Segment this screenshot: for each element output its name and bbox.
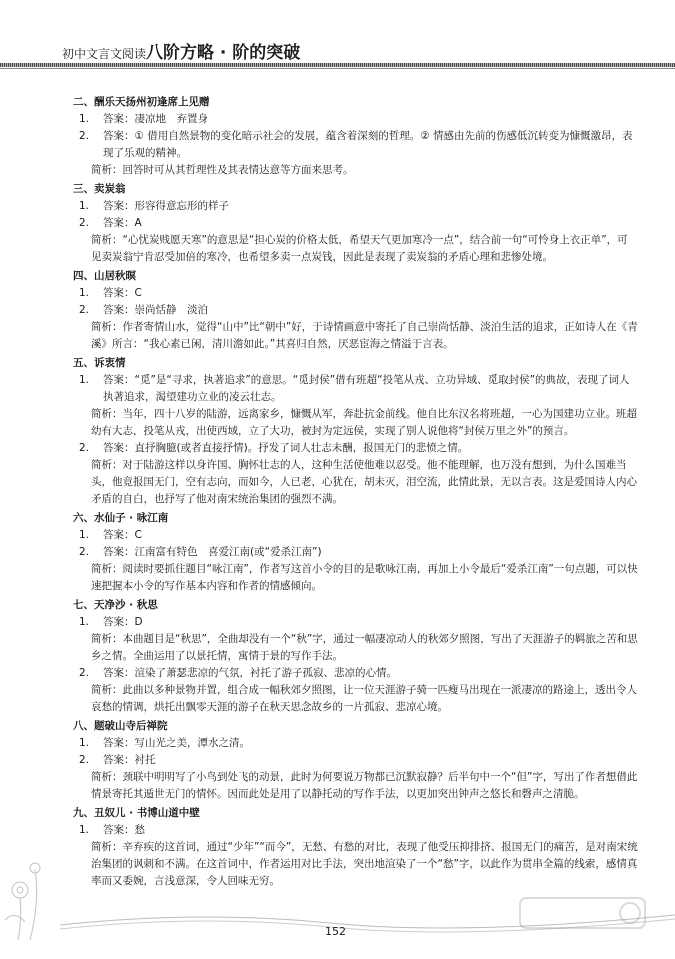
answer-item	[73, 128, 638, 162]
analysis-text: 本曲题目是“秋思”，全曲却没有一个“秋”字，通过一幅凄凉动人的秋郊夕照图，写出了天涯游子的羁旅之苦和思乡之情。全曲运用了以景托情，寓情于景的写作手法。	[91, 633, 638, 662]
analysis-text: 颈联中明明写了小鸟到处飞的动景，此时为何要说万物都已沉默寂静？后半句中一个“但”字，写出了作者想借此情景寄托其遁世无门的情怀。因而此处是用了以静托动的写作手法，以更加突出钟声之悠长和磬声之清脆。	[91, 771, 638, 800]
answer-text: 崇尚恬静 淡泊	[134, 304, 208, 316]
analysis-label: 简析：	[91, 771, 123, 783]
answer-text: 江南富有特色 喜爱江南(或“爱杀江南”)	[134, 546, 322, 558]
answer-item	[73, 665, 638, 682]
analysis-text: “心忧炭贱愿天寒”的意思是“担心炭的价格太低，希望天气更加寒冷一点”，结合前一句“可怜身上衣正单”，可见卖炭翁宁肯忍受加倍的寒冷，也希望多卖一点炭钱，因此是表现了卖炭翁的矛盾心理和悲惨处境。	[91, 234, 628, 263]
answer-label: 答案：	[103, 616, 135, 628]
series-name: 初中文言文阅读	[62, 47, 147, 61]
answer-label: 答案：	[103, 737, 135, 749]
answer-text: “觅”是“寻求，执著追求”的意思。“觅封侯”借有班超“投笔从戎、立功异域、觅取封侯”的典故，表现了词人执著追求，渴望建功立业的凌云壮志。	[103, 374, 630, 403]
analysis-label: 简析：	[91, 563, 123, 575]
item-number: 1.	[79, 616, 90, 628]
answer-label: 答案：	[103, 304, 135, 316]
analysis-item	[73, 839, 638, 890]
answer-item	[73, 527, 638, 544]
item-number: 1.	[79, 529, 90, 541]
answer-text: ① 借用自然景物的变化暗示社会的发展，蕴含着深刻的哲理。② 情感由先前的伤感低沉转变为慷慨激昂，表现了乐观的精神。	[103, 130, 633, 159]
answer-item	[73, 614, 638, 631]
answer-content	[73, 92, 638, 890]
answer-item	[73, 822, 638, 839]
answer-label: 答案：	[103, 529, 135, 541]
page-number: 152	[325, 925, 346, 938]
section-title: 九、丑奴儿 · 书博山道中壁	[73, 807, 200, 819]
answer-item	[73, 111, 638, 128]
analysis-text: 对于陆游这样以身许国、胸怀壮志的人，这种生活使他难以忍受。他不能理解，也万没有想到，为什么国难当头，他竟报国无门，空有志向，而如今，人已老，心犹在，胡未灭，泪空流，此情此景，无以言表。这是爱国诗人内心矛盾的自白，也抒写了他对南宋统治集团的强烈不满。	[91, 459, 637, 505]
header-rule	[0, 63, 675, 67]
item-number: 1.	[79, 200, 90, 212]
answer-text: 写山光之美，潭水之清。	[134, 737, 250, 749]
section-title: 四、山居秋暝	[73, 270, 136, 282]
answer-label: 答案：	[103, 667, 135, 679]
item-number: 2.	[79, 546, 90, 558]
item-number: 2.	[79, 754, 90, 766]
answer-item	[73, 440, 638, 457]
answer-item	[73, 735, 638, 752]
item-number: 1.	[79, 824, 90, 836]
analysis-text: 回答时可从其哲理性及其表情达意等方面来思考。	[122, 164, 354, 176]
item-number: 1.	[79, 113, 90, 125]
answer-text: 形容得意忘形的样子	[134, 200, 229, 212]
section-title: 六、水仙子 · 咏江南	[73, 512, 169, 524]
analysis-item	[73, 406, 638, 440]
answer-item	[73, 215, 638, 232]
section-title: 五、诉衷情	[73, 357, 126, 369]
answer-label: 答案：	[103, 113, 135, 125]
answer-item	[73, 302, 638, 319]
item-number: 2.	[79, 667, 90, 679]
section-title: 二、酬乐天扬州初逢席上见赠	[73, 96, 210, 108]
analysis-label: 简析：	[91, 684, 123, 696]
answer-label: 答案：	[103, 754, 135, 766]
analysis-item	[73, 319, 638, 353]
answer-text: 衬托	[134, 754, 156, 766]
analysis-item	[73, 769, 638, 803]
item-number: 1.	[79, 287, 90, 299]
analysis-label: 简析：	[91, 321, 123, 333]
answer-item	[73, 544, 638, 561]
analysis-text: 阅读时要抓住题目“咏江南”，作者写这首小令的目的是歌咏江南，再加上小令最后“爱杀江南”一句点题，可以快速把握本小令的写作基本内容和作者的情感倾向。	[91, 563, 638, 592]
analysis-label: 简析：	[91, 841, 123, 853]
section-title: 七、天净沙 · 秋思	[73, 599, 158, 611]
watermark-logo	[515, 890, 655, 950]
item-number: 1.	[79, 737, 90, 749]
analysis-label: 简析：	[91, 164, 123, 176]
analysis-item	[73, 162, 638, 179]
answer-item	[73, 198, 638, 215]
answer-text: A	[134, 217, 142, 229]
answer-label: 答案：	[103, 217, 135, 229]
header-title	[62, 38, 300, 63]
book-title: 八阶方略 · 阶的突破	[146, 43, 301, 63]
analysis-label: 简析：	[91, 459, 123, 471]
analysis-item	[73, 631, 638, 665]
item-number: 2.	[79, 130, 90, 142]
analysis-item	[73, 457, 638, 508]
answer-item	[73, 285, 638, 302]
answer-item	[73, 372, 638, 406]
analysis-label: 简析：	[91, 234, 123, 246]
section-title: 八、题破山寺后禅院	[73, 720, 168, 732]
answer-label: 答案：	[103, 442, 135, 454]
item-number: 2.	[79, 304, 90, 316]
analysis-item	[73, 561, 638, 595]
analysis-item	[73, 232, 638, 266]
answer-label: 答案：	[103, 546, 135, 558]
analysis-text: 辛弃疾的这首词，通过“少年”“而今”，无愁、有愁的对比，表现了他受压抑排挤、报国无门的痛苦，是对南宋统治集团的讽刺和不满。在这首词中，作者运用对比手法，突出地渲染了一个“愁”字，以此作为贯串全篇的线索，感情真率而又委婉，言浅意深，令人回味无穷。	[91, 841, 638, 887]
section-title: 三、卖炭翁	[73, 183, 126, 195]
answer-text: C	[134, 529, 142, 541]
answer-text: 直抒胸臆(或者直接抒情)。抒发了词人壮志未酬，报国无门的悲愤之情。	[134, 442, 469, 454]
answer-label: 答案：	[103, 824, 135, 836]
item-number: 2.	[79, 442, 90, 454]
analysis-text: 作者寄情山水，觉得“山中”比“朝中”好，于诗情画意中寄托了自己崇尚恬静、淡泊生活的追求，正如诗人在《青溪》所言：“我心素已闲，清川澹如此。”其喜归自然，厌恶宦海之情溢于言表。	[91, 321, 638, 350]
analysis-item	[73, 682, 638, 716]
analysis-label: 简析：	[91, 633, 123, 645]
header-rule-thin	[0, 68, 675, 69]
answer-text: C	[134, 287, 142, 299]
answer-text: 愁	[134, 824, 145, 836]
answer-label: 答案：	[103, 374, 135, 386]
analysis-text: 此曲以多种景物并置，组合成一幅秋郊夕照图，让一位天涯游子骑一匹瘦马出现在一派凄凉的路途上，透出令人哀愁的情调，烘托出飘零天涯的游子在秋天思念故乡的一片孤寂、悲凉心境。	[91, 684, 637, 713]
item-number: 2.	[79, 217, 90, 229]
answer-text: D	[134, 616, 143, 628]
answer-text: 渲染了萧瑟悲凉的气氛，衬托了游子孤寂、悲凉的心情。	[134, 667, 397, 679]
answer-item	[73, 752, 638, 769]
answer-text: 凄凉地 弃置身	[134, 113, 208, 125]
item-number: 1.	[79, 374, 90, 386]
answer-label: 答案：	[103, 130, 135, 142]
answer-label: 答案：	[103, 200, 135, 212]
page-header	[0, 30, 675, 70]
answer-label: 答案：	[103, 287, 135, 299]
analysis-label: 简析：	[91, 408, 123, 420]
analysis-text: 当年，四十八岁的陆游，远离家乡，慷慨从军，奔赴抗金前线。他自比东汉名将班超，一心为国建功立业。班超幼有大志，投笔从戎，出使西域，立了大功，被封为定远侯，实现了别人说他将“封侯万里之外”的预言。	[91, 408, 637, 437]
